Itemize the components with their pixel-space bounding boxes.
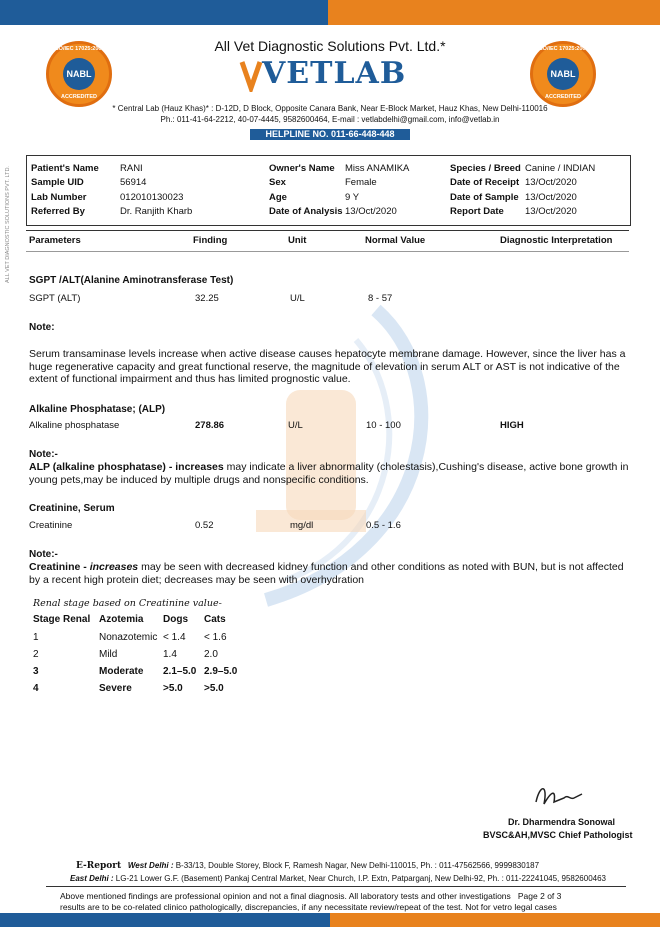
creat-value: 0.52 [195,520,214,531]
alp-range: 10 - 100 [366,420,401,431]
report-date: 13/Oct/2020 [525,206,577,217]
renal-header-stage: Stage Renal [33,614,91,625]
sample-date-label: Date of Sample [450,192,519,203]
species-label: Species / Breed [450,163,521,174]
creat-name: Creatinine [29,520,73,531]
sgpt-value: 32.25 [195,293,219,304]
header-line-bottom [26,251,629,252]
note2-rest: may indicate a liver abnormality (cholestasis),Cushing's disease, active bone growth in young pets,may be induced by multiple drugs and nonspecific conditions. [29,461,629,486]
referred-by-label: Referred By [31,206,85,217]
disclaimer-1: Above mentioned findings are professional opinion and not a final diagnosis. All laboratory tests and other investigations [60,891,511,901]
west-label: West Delhi : [127,861,174,870]
sex-label: Sex [269,177,286,188]
note3-text [29,561,629,586]
vetlab-logo-icon [238,58,264,92]
disclaimer-line-1 [60,891,620,901]
alp-value: 278.86 [195,420,225,431]
lab-number-label: Lab Number [31,192,87,203]
top-bar-blue [0,0,328,25]
sex: Female [345,177,377,188]
east-label: East Delhi : [70,874,114,883]
header-line-top [26,230,629,231]
footer-west [76,861,539,871]
address-line-1: * Central Lab (Hauz Khas)* : D-12D, D Block, Opposite Canara Bank, Near E-Block Market, Hauz Khas, New Delhi-110016 [112,104,548,113]
east-address: LG-21 Lower G.F. (Basement) Pankaj Central Market, Near Church, I.P. Extn, Patparganj, New Delhi-92, Ph. : 011-22241045, 9582600463 [113,874,606,883]
alp-unit: U/L [288,420,303,431]
creat-range: 0.5 - 1.6 [366,520,401,531]
species: Canine / INDIAN [525,163,596,174]
creat-unit: mg/dl [290,520,314,531]
nabl-ring-bottom: ACCREDITED [544,94,582,100]
helpline: HELPLINE NO. 011-66-448-448 [250,129,410,140]
renal-row-cats: 2.9–5.0 [204,666,238,677]
renal-row-dogs: 1.4 [163,649,177,660]
nabl-ring-text: ISO/IEC 17025:2005 [53,46,105,52]
renal-caption: Renal stage based on Creatinine value- [33,598,222,609]
bottom-bar-orange [330,913,660,927]
receipt-label: Date of Receipt [450,177,520,188]
receipt-date: 13/Oct/2020 [525,177,577,188]
creat-title: Creatinine, Serum [29,503,115,514]
renal-row-azotemia: Severe [99,683,132,694]
renal-header-cats: Cats [204,614,226,625]
renal-row-azotemia: Nonazotemic [99,632,158,643]
renal-row-cats: >5.0 [204,683,224,694]
disclaimer-2: results are to be co-related clinico pathologically, discrepancies, if any necessitate review/repeat of the test. Not for vetro legal cases [60,902,557,912]
renal-row-dogs: < 1.4 [163,632,186,643]
page-number: Page 2 of 3 [517,891,562,901]
signatory-title: BVSC&AH,MVSC Chief Pathologist [483,830,633,840]
alp-flag: HIGH [500,420,524,431]
renal-row-stage: 3 [33,666,39,677]
note3-bold: Creatinine - [29,561,90,573]
sgpt-title: SGPT /ALT(Alanine Aminotransferase Test) [29,275,234,286]
th-interpretation: Diagnostic Interpretation [500,235,613,246]
th-parameters: Parameters [29,235,81,246]
note3-label: Note:- [29,549,58,560]
bottom-bar-blue [0,913,330,927]
th-unit: Unit [288,235,307,246]
renal-row-dogs: 2.1–5.0 [163,666,197,677]
renal-row-stage: 1 [33,632,39,643]
nabl-ring-text: ISO/IEC 17025:2005 [537,46,589,52]
signatory-name: Dr. Dharmendra Sonowal [508,817,616,827]
nabl-label: NABL [547,58,579,90]
alp-name: Alkaline phosphatase [29,420,120,431]
patient-name-label: Patient's Name [31,163,99,174]
note1-label: Note: [29,322,55,333]
age-label: Age [269,192,287,203]
note1-text: Serum transaminase levels increase when active disease causes hepatocyte membrane damage. However, since the liver has a huge regenerative capacity and great functional reserve, the magnitude of elevation in serum ALT or AST is not indicative of the extent of functional impairment and thus has limited prognostic value. [29,348,626,385]
sample-uid-label: Sample UID [31,177,84,188]
analysis-label: Date of Analysis [269,206,343,217]
note2-bold: ALP (alkaline phosphatase) - increases [29,461,224,473]
address-line-2: Ph.: 011-41-64-2212, 40-07-4445, 9582600464, E-mail : vetlabdelhi@gmail.com, info@vetlab.in [160,115,500,124]
vetlab-logo-text: VETLAB [262,56,407,91]
side-text: ALL VET DIAGNOSTIC SOLUTIONS PVT. LTD. [5,166,11,283]
footer-east [70,874,606,883]
renal-row-dogs: >5.0 [163,683,183,694]
renal-row-azotemia: Mild [99,649,118,660]
owner: Miss ANAMIKA [345,163,410,174]
note2-text [29,461,629,486]
nabl-ring-bottom: ACCREDITED [60,94,98,100]
th-finding: Finding [193,235,228,246]
sgpt-name: SGPT (ALT) [29,293,81,304]
renal-header-dogs: Dogs [163,614,188,625]
renal-row-cats: < 1.6 [204,632,227,643]
referred-by: Dr. Ranjith Kharb [120,206,193,217]
lab-number: 012010130023 [120,192,184,203]
company-name: All Vet Diagnostic Solutions Pvt. Ltd.* [214,38,446,54]
owner-label: Owner's Name [269,163,335,174]
sgpt-range: 8 - 57 [368,293,393,304]
age: 9 Y [345,192,360,203]
th-normal: Normal Value [365,235,426,246]
sgpt-unit: U/L [290,293,305,304]
report-date-label: Report Date [450,206,504,217]
signature-image [530,780,590,810]
alp-title: Alkaline Phosphatase; (ALP) [29,404,166,415]
note2-label: Note:- [29,449,58,460]
renal-row-stage: 4 [33,683,39,694]
renal-row-stage: 2 [33,649,39,660]
west-address: B-33/13, Double Storey, Block F, Ramesh Nagar, New Delhi-110015, Ph. : 011-47562566, 9999830187 [173,861,540,870]
top-bar-orange [328,0,660,25]
sample-date: 13/Oct/2020 [525,192,577,203]
sample-uid: 56914 [120,177,147,188]
nabl-label: NABL [63,58,95,90]
nabl-badge-right [530,41,596,107]
renal-header-azotemia: Azotemia [99,614,144,625]
ereport-label: E-Report [76,861,122,871]
analysis-date: 13/Oct/2020 [345,206,397,217]
note3-italic: increases [89,561,139,573]
patient-name: RANI [120,163,143,174]
note3-rest: may be seen with decreased kidney function and other conditions as noted with BUN, but is not affected by a recent high protein diet; decreases may be seen with overhydration [29,561,624,586]
renal-row-cats: 2.0 [204,649,218,660]
nabl-badge-left [46,41,112,107]
renal-row-azotemia: Moderate [99,666,144,677]
footer-divider [46,886,626,887]
